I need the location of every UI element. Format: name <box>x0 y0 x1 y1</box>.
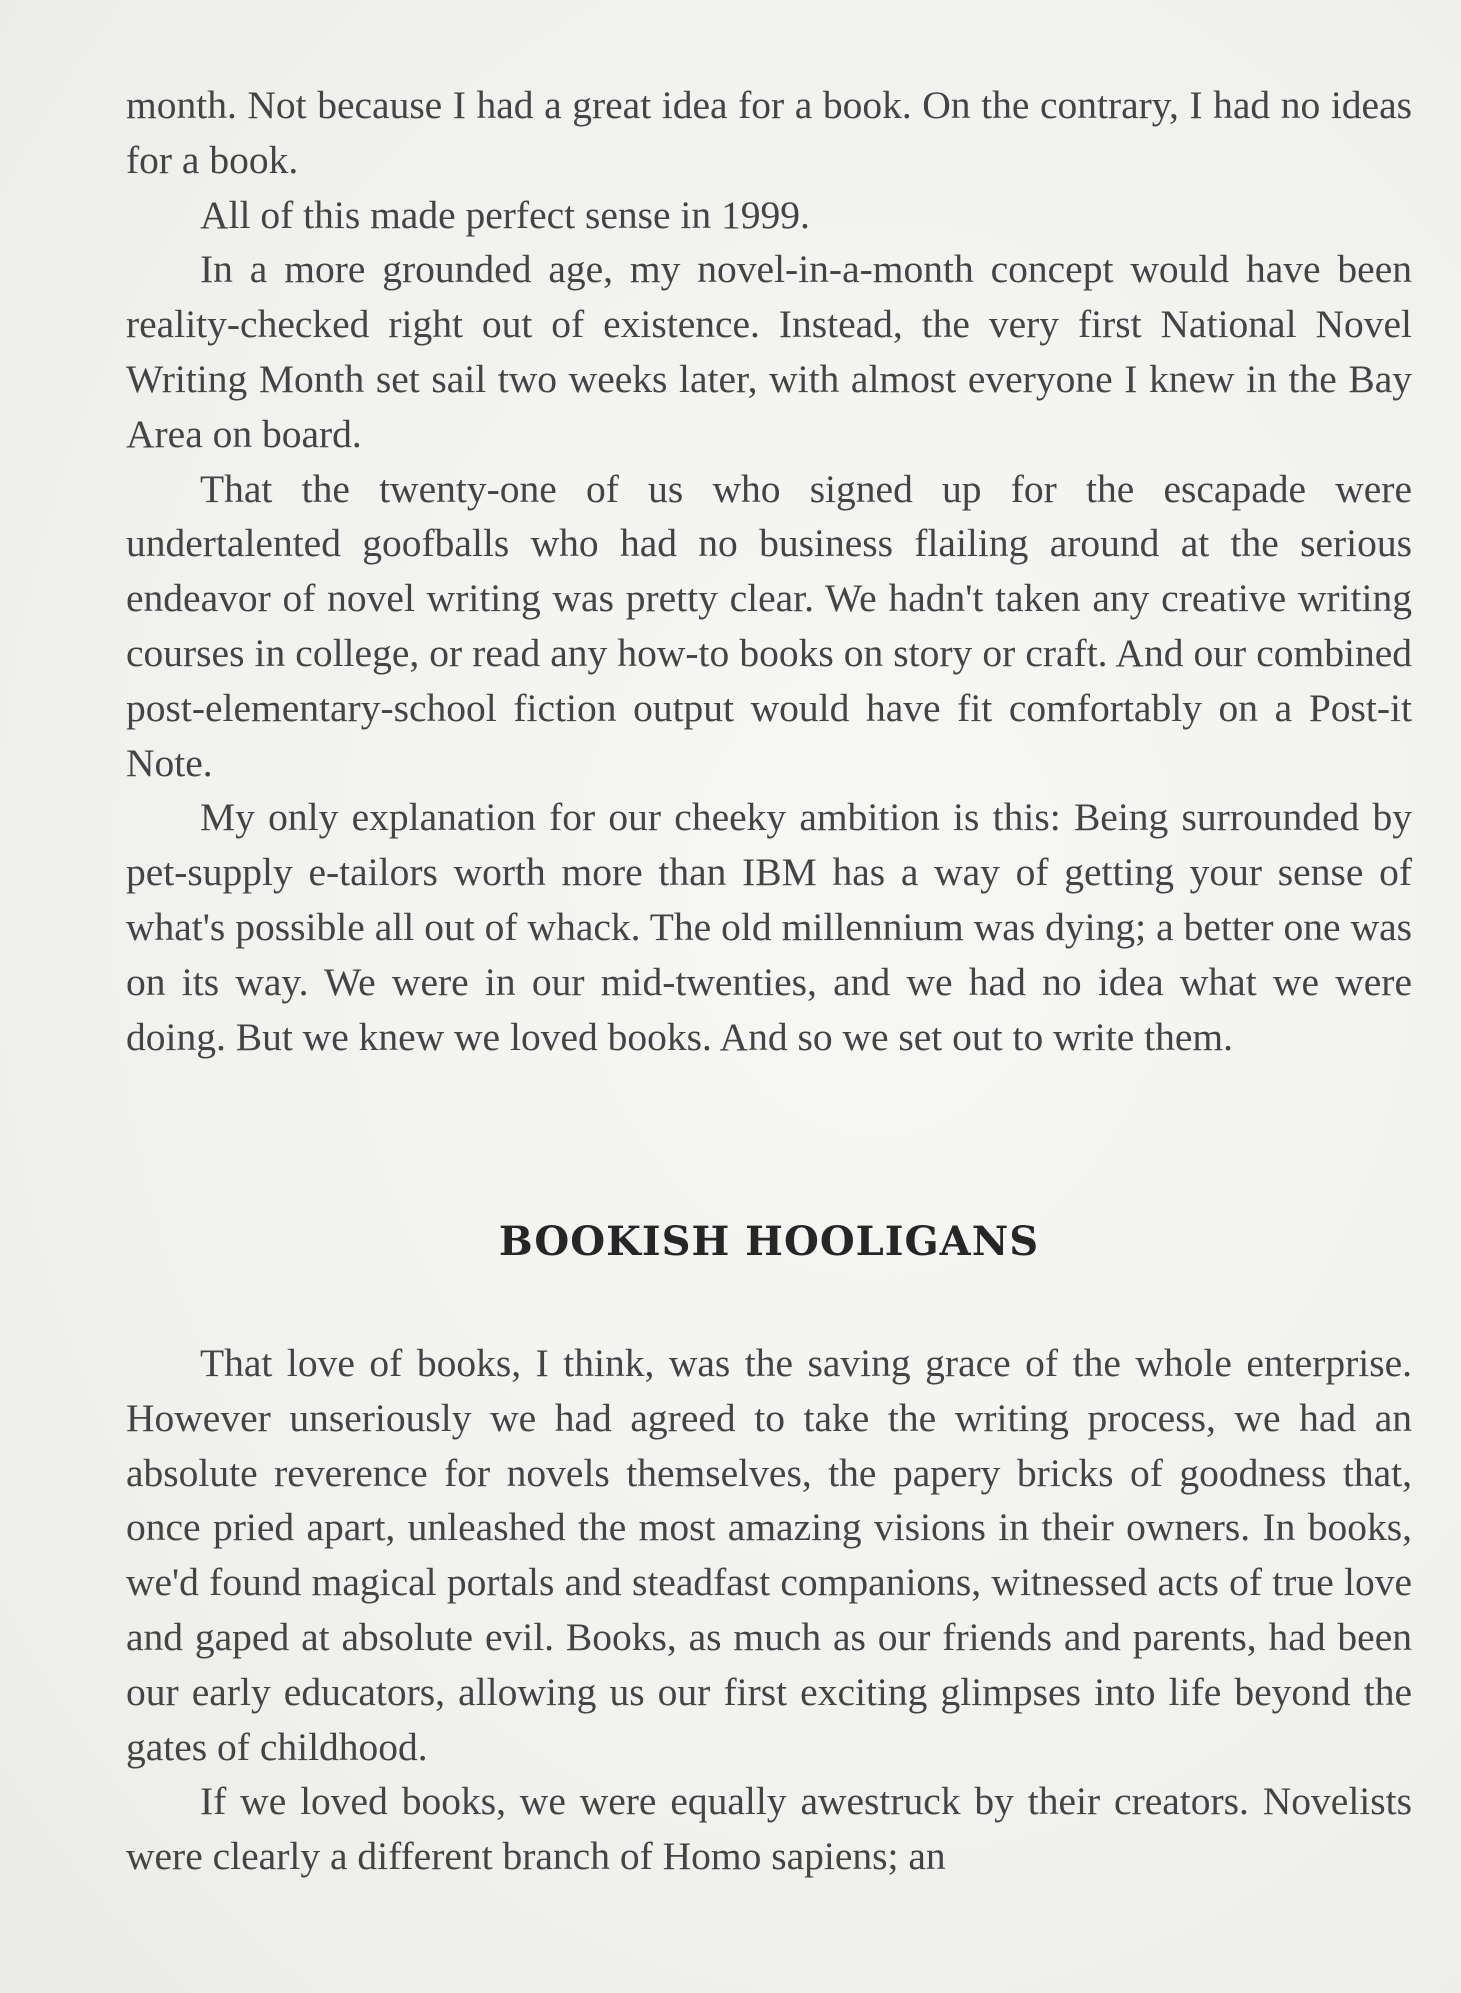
body-text-top <box>126 78 1412 1064</box>
paragraph: My only explanation for our cheeky ambition is this: Being surrounded by pet-supply e-tailors worth more than IBM has a way of getting your sense of what's possible all out of whack. The old millennium was dying; a better one was on its way. We were in our mid-twenties, and we had no idea what we were doing. But we knew we loved books. And so we set out to write them. <box>126 795 1412 1059</box>
paragraph: In a more grounded age, my novel-in-a-month concept would have been reality-checked right out of existence. Instead, the very first National Novel Writing Month set sail two weeks later, with almost everyone I knew in the Bay Area on board. <box>126 247 1412 456</box>
paragraph: All of this made perfect sense in 1999. <box>200 192 810 237</box>
body-text-bottom <box>126 1336 1412 1884</box>
paragraph: If we loved books, we were equally awestruck by their creators. Novelists were clearly a different branch of Homo sapiens; an <box>126 1779 1412 1879</box>
paragraph: month. Not because I had a great idea for a book. On the contrary, I had no ideas for a book. <box>126 83 1412 182</box>
section-heading: BOOKISH HOOLIGANS <box>498 1218 1040 1265</box>
paragraph: That the twenty-one of us who signed up for the escapade were undertalented goofballs who had no business flailing around at the serious endeavor of novel writing was pretty clear. We hadn't taken any creative writing courses in college, or read any how-to books on story or craft. And our combined post-elementary-school fiction output would have fit comfortably on a Post-it Note. <box>126 466 1412 785</box>
paragraph: That love of books, I think, was the saving grace of the whole enterprise. However unseriously we had agreed to take the writing process, we had an absolute reverence for novels themselves, the papery bricks of goodness that, once pried apart, unleashed the most amazing visions in their owners. In books, we'd found magical portals and steadfast companions, witnessed acts of true love and gaped at absolute evil. Books, as much as our friends and parents, had been our early educators, allowing us our first exciting glimpses into life beyond the gates of childhood. <box>126 1341 1412 1769</box>
